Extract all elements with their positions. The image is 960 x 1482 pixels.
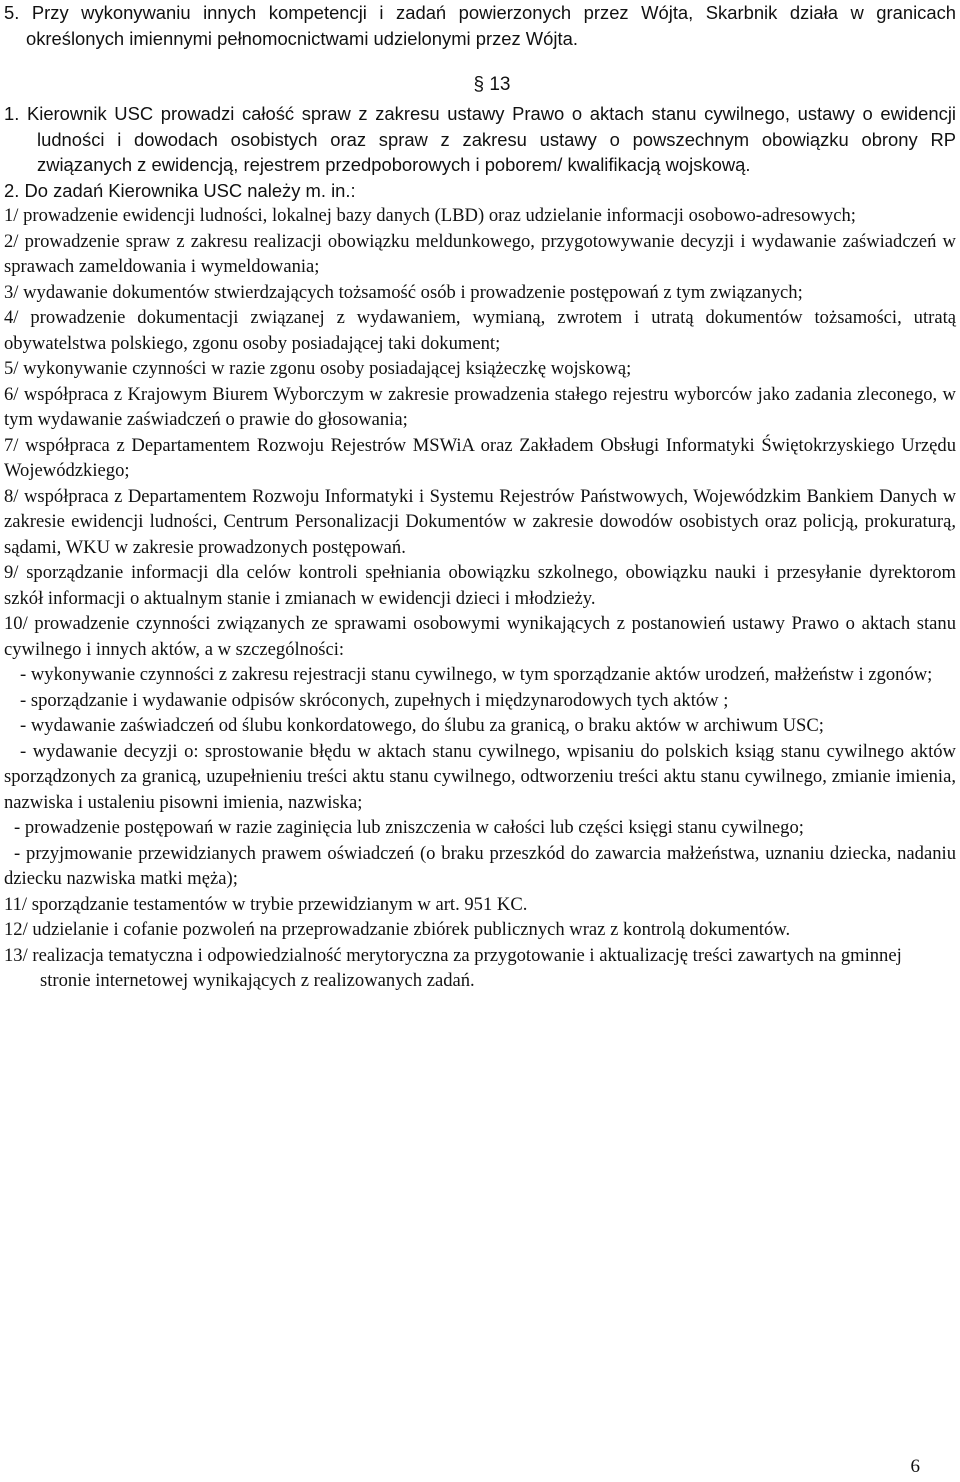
sub-item-6: - przyjmowanie przewidzianych prawem oświadczeń (o braku przeszkód do zawarcia małżeństwa, uznaniu dziecka, nadaniu dziecku nazwiska matki męża); bbox=[4, 842, 956, 889]
list-item-1: 1/ prowadzenie ewidencji ludności, lokalnej bazy danych (LBD) oraz udzielanie informacji osobowo-adresowych; bbox=[4, 205, 856, 226]
list-item-9: 9/ sporządzanie informacji dla celów kontroli spełniania obowiązku szkolnego, obowiązku nauki i przesyłanie dyrektorom szkół informacji o aktualnym stanie i zmianach w ewidencji dzieci i młodzieży. bbox=[4, 562, 956, 609]
list-item-4: 4/ prowadzenie dokumentacji związanej z wydawaniem, wymianą, zwrotem i utratą dokumentów tożsamości, utratą obywatelstwa polskiego, zgonu osoby posiadającej taki dokument; bbox=[4, 307, 956, 354]
list-item-10: 10/ prowadzenie czynności związanych ze sprawami osobowymi wynikających z postanowień ustawy Prawo o aktach stanu cywilnego i innych aktów, a w szczególności: bbox=[4, 613, 956, 660]
list-item-6: 6/ współpraca z Krajowym Biurem Wyborczym w zakresie prowadzenia stałego rejestru wyborców jako zadania zleconego, w tym wydawanie zaświadczeń o prawie do głosowania; bbox=[4, 383, 956, 430]
sub-item-3: - wydawanie zaświadczeń od ślubu konkordatowego, do ślubu za granicą, o braku aktów w archiwum USC; bbox=[20, 715, 824, 736]
sub-item-2: - sporządzanie i wydawanie odpisów skróconych, zupełnych i międzynarodowych tych aktów ; bbox=[20, 689, 729, 711]
sub-item-4: - wydawanie decyzji o: sprostowanie błędu w aktach stanu cywilnego, wpisaniu do polskich ksiąg stanu cywilnego aktów sporządzonych za granicą, uzupełnieniu treści aktu stanu cywilnego, odtworzeniu treści aktu stanu cywilnego, zmianie imienia, nazwiska i ustaleniu pisowni imienia, nazwiska; bbox=[4, 740, 956, 813]
sub-item-1: - wykonywanie czynności z zakresu rejestracji stanu cywilnego, w tym sporządzanie aktów urodzeń, małżeństw i zgonów; bbox=[20, 664, 933, 685]
list-item-12: 12/ udzielanie i cofanie pozwoleń na przeprowadzanie zbiórek publicznych wraz z kontrolą dokumentów. bbox=[4, 919, 791, 940]
section-paragraph-1: 1. Kierownik USC prowadzi całość spraw z zakresu ustawy Prawo o aktach stanu cywilnego, ustawy o ewidencji ludności i dowodach osobistych oraz spraw z zakresu ustawy o powszechnym obowiązku obrony RP związanych z ewidencją, rejestrem przedpoborowych i poborem/ kwalifikacją wojskową. bbox=[4, 103, 956, 175]
paragraph-5: 5. Przy wykonywaniu innych kompetencji i zadań powierzonych przez Wójta, Skarbnik działa w granicach określonych imiennymi pełnomocnictwami udzielonymi przez Wójta. bbox=[4, 2, 956, 49]
list-item-8: 8/ współpraca z Departamentem Rozwoju Informatyki i Systemu Rejestrów Państwowych, Wojewódzkim Bankiem Danych w zakresie ewidencji ludności, Centrum Personalizacji Dokumentów w zakresie dowodów osobistych oraz policją, prokuraturą, sądami, WKU w zakresie prowadzonych postępowań. bbox=[4, 485, 956, 558]
sub-item-5: - prowadzenie postępowań w razie zaginięcia lub zniszczenia w całości lub części księgi stanu cywilnego; bbox=[14, 817, 804, 838]
list-item-13: 13/ realizacja tematyczna i odpowiedzialność merytoryczna za przygotowanie i aktualizację treści zawartych na gminnej stronie internetowej wynikających z realizowanych zadań. bbox=[4, 944, 902, 991]
section-paragraph-2: 2. Do zadań Kierownika USC należy m. in.: bbox=[4, 179, 356, 201]
section-heading: § 13 bbox=[473, 74, 511, 95]
list-item-11: 11/ sporządzanie testamentów w trybie przewidzianym w art. 951 KC. bbox=[4, 893, 528, 915]
page-number: 6 bbox=[910, 1455, 920, 1477]
list-item-7: 7/ współpraca z Departamentem Rozwoju Rejestrów MSWiA oraz Zakładem Obsługi Informatyki Świętokrzyskiego Urzędu Wojewódzkiego; bbox=[4, 434, 956, 481]
list-item-3: 3/ wydawanie dokumentów stwierdzających tożsamość osób i prowadzenie postępowań z tym związanych; bbox=[4, 281, 803, 303]
list-item-5: 5/ wykonywanie czynności w razie zgonu osoby posiadającej książeczkę wojskową; bbox=[4, 358, 632, 379]
list-item-2: 2/ prowadzenie spraw z zakresu realizacji obowiązku meldunkowego, przygotowywanie decyzji i wydawanie zaświadczeń w sprawach zameldowania i wymeldowania; bbox=[4, 230, 956, 277]
